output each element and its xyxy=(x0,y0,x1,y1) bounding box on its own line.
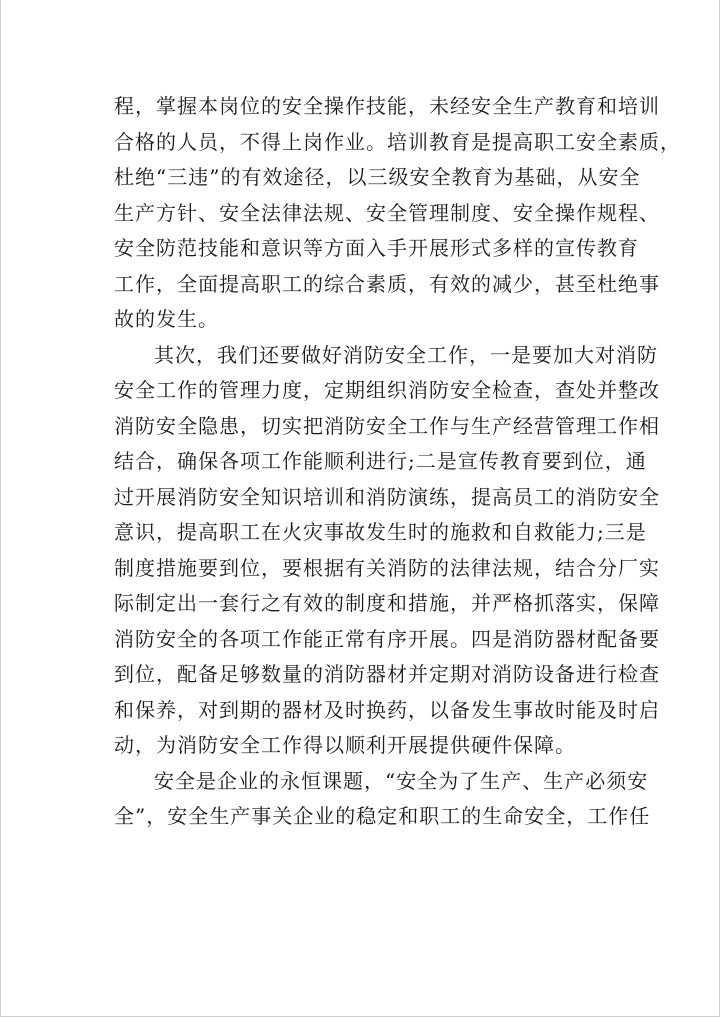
text-line: 消防安全的各项工作能正常有序开展。四是消防器材配备要 xyxy=(114,626,660,651)
text-line: 到位，配备足够数量的消防器材并定期对消防设备进行检查 xyxy=(114,662,660,686)
text-line: 合格的人员，不得上岗作业。培训教育是提高职工安全素质， xyxy=(114,129,681,154)
text-line: 安全防范技能和意识等方面入手开展形式多样的宣传教育 xyxy=(114,236,639,260)
text-line: 安全工作的管理力度，定期组织消防安全检查，查处并整改 xyxy=(114,378,660,402)
text-line: 际制定出一套行之有效的制度和措施，并严格抓落实，保障 xyxy=(114,591,660,615)
text-line: 生产方针、安全法律法规、安全管理制度、安全操作规程、 xyxy=(114,200,660,225)
text-line: 其次，我们还要做好消防安全工作，一是要加大对消防 xyxy=(154,342,658,367)
paragraph-training xyxy=(114,89,681,338)
paragraph-fire-safety xyxy=(114,338,660,764)
text-line: 过开展消防安全知识培训和消防演练，提高员工的消防安全 xyxy=(114,484,660,509)
text-line: 消防安全隐患，切实把消防安全工作与生产经营管理工作相 xyxy=(114,413,660,438)
document-body xyxy=(114,89,681,835)
text-line: 程，掌握本岗位的安全操作技能，未经安全生产教育和培训 xyxy=(114,94,660,118)
text-line: 和保养，对到期的器材及时换药，以备发生事故时能及时启 xyxy=(114,697,660,722)
text-line: 全”，安全生产事关企业的稳定和职工的生命安全，工作任 xyxy=(114,804,651,828)
text-line: 安全是企业的永恒课题，“安全为了生产、生产必须安 xyxy=(154,768,649,793)
text-line: 动，为消防安全工作得以顺利开展提供硬件保障。 xyxy=(114,733,576,757)
text-line: 制度措施要到位，要根据有关消防的法律法规，结合分厂实 xyxy=(114,555,660,580)
text-line: 结合，确保各项工作能顺利进行;二是宣传教育要到位，通 xyxy=(114,449,647,473)
text-line: 意识，提高职工在火灾事故发生时的施救和自救能力;三是 xyxy=(114,520,647,544)
text-line: 故的发生。 xyxy=(114,307,219,331)
text-line: 杜绝“三违”的有效途径，以三级安全教育为基础，从安全 xyxy=(114,165,641,189)
text-line: 工作，全面提高职工的综合素质，有效的减少，甚至杜绝事 xyxy=(114,271,660,296)
paragraph-safety-theme xyxy=(114,764,651,835)
